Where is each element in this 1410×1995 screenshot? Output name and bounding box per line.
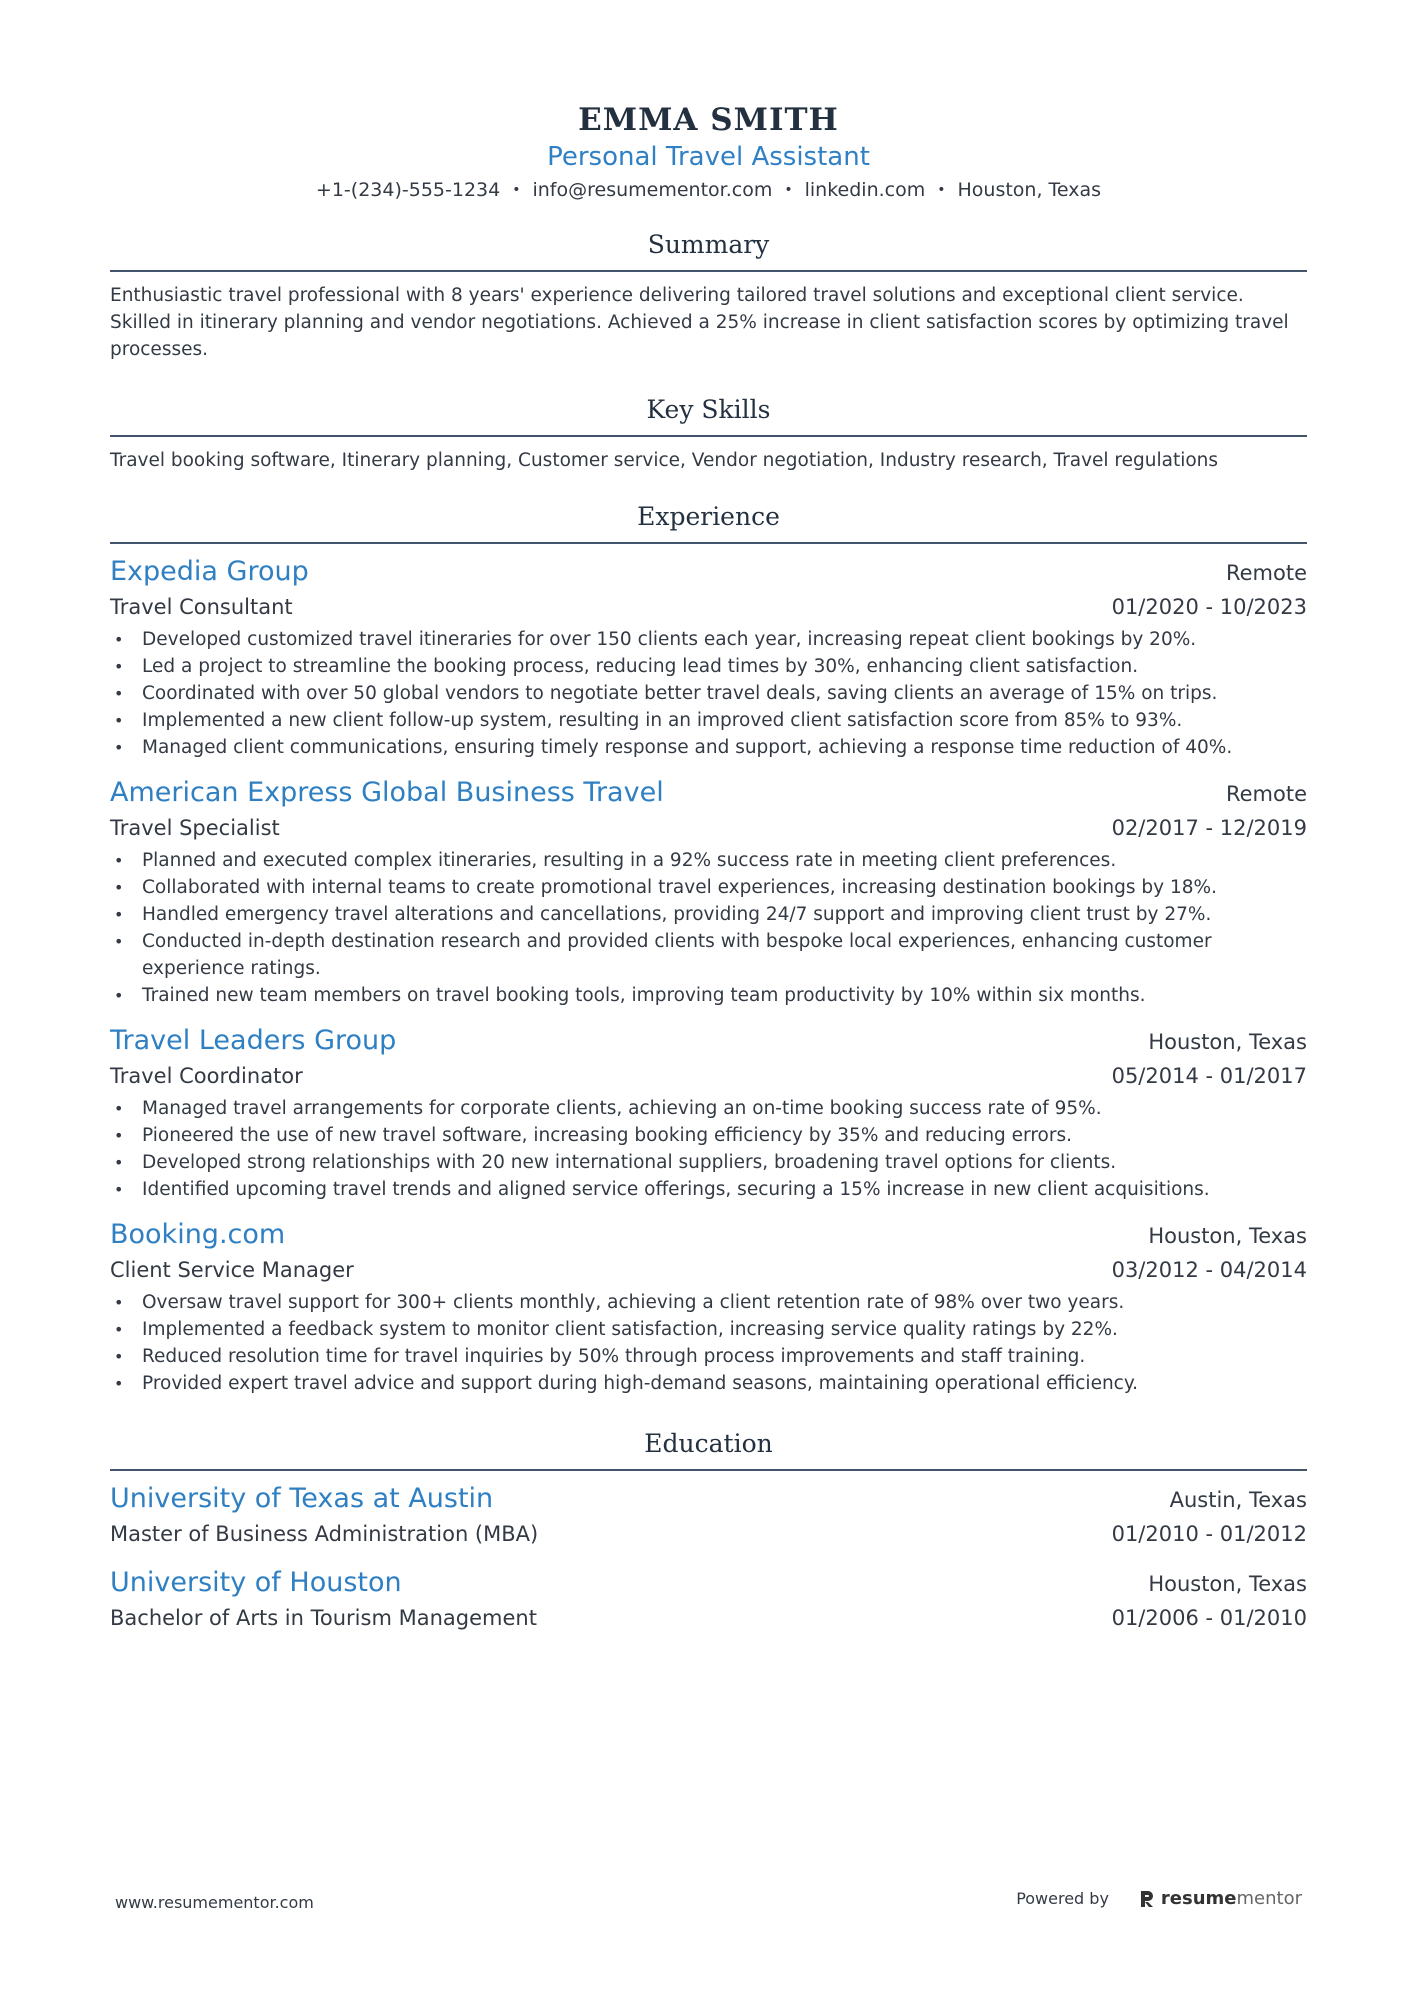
school-name: University of Texas at Austin <box>110 1483 494 1514</box>
job-role: Travel Coordinator <box>110 1064 303 1088</box>
degree-name: Master of Business Administration (MBA) <box>110 1522 539 1546</box>
list-item: • Planned and executed complex itineraries, resulting in a 92% success rate in meeting client preferences. <box>110 847 1307 874</box>
powered-by-label: Powered by <box>1016 1889 1109 1908</box>
list-item: • Managed client communications, ensuring timely response and support, achieving a response time reduction of 40%. <box>110 734 1307 761</box>
education-entry <box>110 1481 1307 1551</box>
list-item: • Managed travel arrangements for corporate clients, achieving an on-time booking success rate of 95%. <box>110 1095 1307 1122</box>
section-heading-experience: Experience <box>110 500 1307 544</box>
job-location: Remote <box>1225 561 1307 585</box>
footer-branding <box>1016 1888 1302 1909</box>
section-heading-education: Education <box>110 1427 1307 1471</box>
job-role: Client Service Manager <box>110 1258 354 1282</box>
job-dates: 05/2014 - 01/2017 <box>1111 1064 1307 1088</box>
resume-header <box>110 100 1307 204</box>
section-heading-summary: Summary <box>110 228 1307 272</box>
job-bullets <box>110 626 1307 761</box>
experience-section <box>110 500 1307 1397</box>
summary-section <box>110 228 1307 363</box>
list-item: • Implemented a new client follow-up system, resulting in an improved client satisfaction score from 85% to 93%. <box>110 707 1307 734</box>
education-dates: 01/2010 - 01/2012 <box>1111 1522 1307 1546</box>
school-location: Houston, Texas <box>1148 1572 1307 1596</box>
list-item: • Pioneered the use of new travel software, increasing booking efficiency by 35% and reducing errors. <box>110 1122 1307 1149</box>
job-bullets <box>110 847 1307 1009</box>
list-item: • Reduced resolution time for travel inquiries by 50% through process improvements and staff training. <box>110 1343 1307 1370</box>
resumementor-logo[interactable] <box>1139 1888 1302 1909</box>
list-item: • Handled emergency travel alterations and cancellations, providing 24/7 support and improving client trust by 27%. <box>110 901 1307 928</box>
job-role: Travel Consultant <box>110 595 293 619</box>
contact-separator: • <box>784 182 793 198</box>
resumementor-logo-icon <box>1139 1890 1155 1908</box>
candidate-title: Personal Travel Assistant <box>547 142 870 172</box>
job-dates: 01/2020 - 10/2023 <box>1111 595 1307 619</box>
list-item: • Conducted in-depth destination research and provided clients with bespoke local experiences, enhancing customer experience ratings. <box>110 928 1307 982</box>
experience-entry <box>110 775 1307 1009</box>
list-item: • Trained new team members on travel booking tools, improving team productivity by 10% within six months. <box>110 982 1307 1009</box>
skills-section <box>110 393 1307 474</box>
list-item: • Collaborated with internal teams to create promotional travel experiences, increasing destination bookings by 18%. <box>110 874 1307 901</box>
list-item: • Developed customized travel itineraries for over 150 clients each year, increasing repeat client bookings by 20%. <box>110 626 1307 653</box>
list-item: • Identified upcoming travel trends and aligned service offerings, securing a 15% increase in new client acquisitions. <box>110 1176 1307 1203</box>
job-location: Houston, Texas <box>1148 1030 1307 1054</box>
resume-page <box>110 100 1307 1635</box>
experience-entry <box>110 1217 1307 1397</box>
company-name: American Express Global Business Travel <box>110 777 664 808</box>
education-dates: 01/2006 - 01/2010 <box>1111 1606 1307 1630</box>
school-location: Austin, Texas <box>1169 1488 1307 1512</box>
degree-name: Bachelor of Arts in Tourism Management <box>110 1606 537 1630</box>
contact-email[interactable]: info@resumementor.com <box>532 179 773 201</box>
experience-entry <box>110 554 1307 761</box>
contact-separator: • <box>512 182 521 198</box>
contact-line <box>110 176 1307 204</box>
list-item: • Developed strong relationships with 20 new international suppliers, broadening travel options for clients. <box>110 1149 1307 1176</box>
brand-name-bold: resume <box>1160 1888 1237 1909</box>
list-item: • Provided expert travel advice and support during high-demand seasons, maintaining operational efficiency. <box>110 1370 1307 1397</box>
contact-linkedin[interactable]: linkedin.com <box>804 179 926 201</box>
contact-phone: +1-(234)-555-1234 <box>315 179 501 201</box>
job-dates: 02/2017 - 12/2019 <box>1111 816 1307 840</box>
job-dates: 03/2012 - 04/2014 <box>1111 1258 1307 1282</box>
company-name: Travel Leaders Group <box>110 1025 397 1056</box>
job-bullets <box>110 1289 1307 1397</box>
contact-location: Houston, Texas <box>957 179 1102 201</box>
section-heading-skills: Key Skills <box>110 393 1307 437</box>
company-name: Booking.com <box>110 1219 286 1250</box>
brand-name-light: mentor <box>1236 1888 1302 1909</box>
footer-website-link[interactable]: www.resumementor.com <box>115 1893 314 1912</box>
list-item: • Implemented a feedback system to monitor client satisfaction, increasing service quality ratings by 22%. <box>110 1316 1307 1343</box>
company-name: Expedia Group <box>110 556 309 587</box>
list-item: • Oversaw travel support for 300+ clients monthly, achieving a client retention rate of 98% over two years. <box>110 1289 1307 1316</box>
list-item: • Led a project to streamline the booking process, reducing lead times by 30%, enhancing client satisfaction. <box>110 653 1307 680</box>
list-item: • Coordinated with over 50 global vendors to negotiate better travel deals, saving clients an average of 15% on trips. <box>110 680 1307 707</box>
education-section <box>110 1427 1307 1635</box>
job-location: Remote <box>1225 782 1307 806</box>
school-name: University of Houston <box>110 1567 402 1598</box>
summary-text: Enthusiastic travel professional with 8 years' experience delivering tailored travel solutions and exceptional client service. Skilled in itinerary planning and vendor negotiations. Achieved a 25% increase in client satisfaction scores by optimizing travel processes. <box>110 285 1289 360</box>
education-entry <box>110 1565 1307 1635</box>
experience-entry <box>110 1023 1307 1203</box>
job-bullets <box>110 1095 1307 1203</box>
candidate-name: EMMA SMITH <box>578 102 839 138</box>
job-role: Travel Specialist <box>110 816 280 840</box>
contact-separator: • <box>937 182 946 198</box>
job-location: Houston, Texas <box>1148 1224 1307 1248</box>
skills-text: Travel booking software, Itinerary planning, Customer service, Vendor negotiation, Industry research, Travel regulations <box>110 450 1219 471</box>
